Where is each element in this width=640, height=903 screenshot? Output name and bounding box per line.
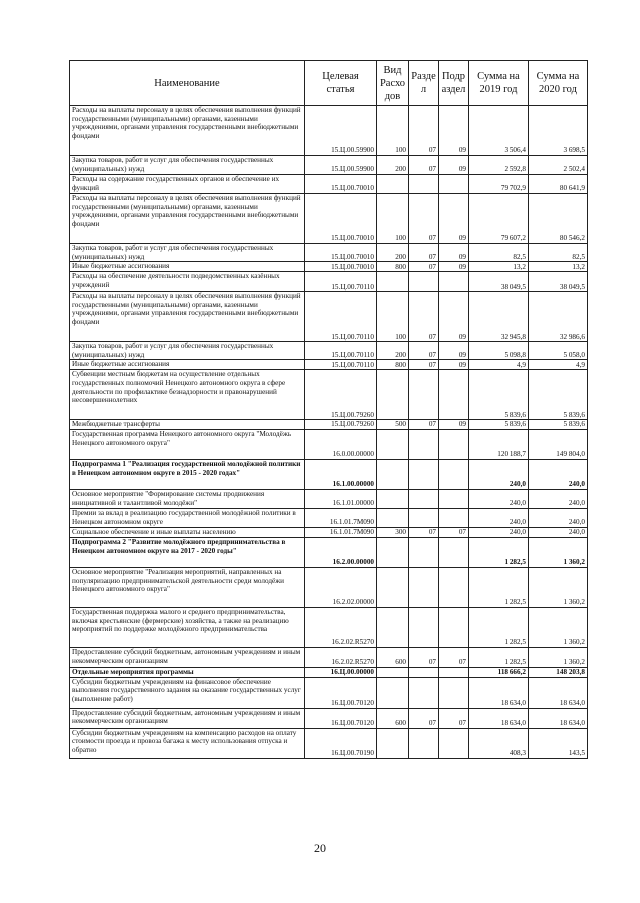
- row-target-article: 16.2.00.00000: [305, 537, 377, 567]
- row-sum-2019: 408,3: [469, 728, 529, 758]
- row-sum-2019: 240,0: [469, 527, 529, 537]
- row-subsection: [439, 728, 469, 758]
- table-row: [70, 489, 588, 508]
- row-sum-2020: 149 804,0: [529, 429, 588, 459]
- row-sum-2020: 5 839,6: [529, 370, 588, 420]
- table-row: [70, 567, 588, 607]
- row-expense-type: 100: [377, 194, 409, 244]
- row-target-article: 15.Ц.00.70110: [305, 342, 377, 360]
- row-sum-2020: 240,0: [529, 459, 588, 489]
- row-sum-2019: 82,5: [469, 244, 529, 262]
- row-subsection: 09: [439, 420, 469, 430]
- row-section: [409, 607, 439, 647]
- row-section: [409, 489, 439, 508]
- row-subsection: 07: [439, 647, 469, 667]
- table-row: [70, 175, 588, 194]
- row-expense-type: [377, 429, 409, 459]
- row-expense-type: 100: [377, 292, 409, 342]
- row-expense-type: [377, 537, 409, 567]
- header-section: Разде л: [409, 61, 439, 106]
- row-subsection: 09: [439, 244, 469, 262]
- page-number: 20: [314, 841, 326, 855]
- row-sum-2019: 13,2: [469, 262, 529, 272]
- row-subsection: [439, 459, 469, 489]
- row-subsection: 09: [439, 262, 469, 272]
- row-expense-type: [377, 728, 409, 758]
- header-sum-2020: Сумма на 2020 год: [529, 61, 588, 106]
- table-row: [70, 262, 588, 272]
- row-name: Государственная программа Ненецкого автономного округа "Молодёжь Ненецкого автономного округа": [70, 429, 305, 459]
- row-sum-2019: 5 098,8: [469, 342, 529, 360]
- row-target-article: 16.1.01.7М090: [305, 527, 377, 537]
- row-section: 07: [409, 647, 439, 667]
- row-sum-2020: 2 502,4: [529, 156, 588, 175]
- row-sum-2020: 4,9: [529, 360, 588, 370]
- row-section: [409, 370, 439, 420]
- row-name: Предоставление субсидий бюджетным, автономным учреждениям и иным некоммерческим организациям: [70, 708, 305, 728]
- row-expense-type: 500: [377, 420, 409, 430]
- row-target-article: 16.Ц.00.70120: [305, 708, 377, 728]
- row-name: Подпрограмма 2 "Развитие молодёжного предпринимательства в Ненецком автономном округе на 2017 - 2020 годы": [70, 537, 305, 567]
- row-subsection: [439, 508, 469, 527]
- row-expense-type: 200: [377, 156, 409, 175]
- row-section: [409, 429, 439, 459]
- row-sum-2020: 32 986,6: [529, 292, 588, 342]
- row-subsection: 09: [439, 360, 469, 370]
- table-row: [70, 370, 588, 420]
- row-expense-type: [377, 677, 409, 708]
- row-expense-type: 200: [377, 342, 409, 360]
- row-expense-type: 600: [377, 647, 409, 667]
- row-name: Межбюджетные трансферты: [70, 420, 305, 430]
- row-sum-2019: 5 839,6: [469, 420, 529, 430]
- row-subsection: 09: [439, 194, 469, 244]
- row-section: [409, 677, 439, 708]
- row-section: 07: [409, 262, 439, 272]
- row-section: 07: [409, 194, 439, 244]
- row-target-article: 16.2.02.00000: [305, 567, 377, 607]
- row-subsection: 09: [439, 156, 469, 175]
- table-row: [70, 156, 588, 175]
- row-subsection: 07: [439, 708, 469, 728]
- row-name: Расходы на выплаты персоналу в целях обеспечения выполнения функций государственными (муниципальными) органами, казенными учреждениями, органами управления государственными внебюджетными фондами: [70, 292, 305, 342]
- row-subsection: [439, 370, 469, 420]
- row-section: 07: [409, 106, 439, 156]
- row-expense-type: 600: [377, 708, 409, 728]
- row-section: [409, 667, 439, 677]
- row-section: [409, 567, 439, 607]
- header-row: [70, 61, 588, 106]
- row-subsection: [439, 677, 469, 708]
- row-section: 07: [409, 420, 439, 430]
- row-target-article: 15.Ц.00.79260: [305, 420, 377, 430]
- row-target-article: 15.Ц.00.70010: [305, 194, 377, 244]
- row-sum-2019: 4,9: [469, 360, 529, 370]
- table-row: [70, 677, 588, 708]
- row-sum-2020: 82,5: [529, 244, 588, 262]
- row-sum-2020: 18 634,0: [529, 677, 588, 708]
- row-target-article: 16.Ц.00.70190: [305, 728, 377, 758]
- row-sum-2020: 143,5: [529, 728, 588, 758]
- row-target-article: 16.0.00.00000: [305, 429, 377, 459]
- row-sum-2019: 18 634,0: [469, 677, 529, 708]
- row-sum-2020: 38 049,5: [529, 272, 588, 292]
- row-sum-2020: 1 360,2: [529, 567, 588, 607]
- row-subsection: [439, 567, 469, 607]
- row-target-article: 16.Ц.00.70120: [305, 677, 377, 708]
- row-expense-type: 100: [377, 106, 409, 156]
- row-name: Субсидии бюджетным учреждениям на финансовое обеспечение выполнения государственного задания на оказание государственных услуг (выполнение работ): [70, 677, 305, 708]
- table-row: [70, 244, 588, 262]
- row-section: 07: [409, 342, 439, 360]
- budget-table: [69, 60, 588, 759]
- row-section: 07: [409, 527, 439, 537]
- row-subsection: [439, 607, 469, 647]
- row-expense-type: [377, 667, 409, 677]
- row-sum-2019: 118 666,2: [469, 667, 529, 677]
- row-expense-type: [377, 370, 409, 420]
- row-sum-2019: 240,0: [469, 489, 529, 508]
- row-expense-type: [377, 567, 409, 607]
- table-row: [70, 647, 588, 667]
- row-name: Предоставление субсидий бюджетным, автономным учреждениям и иным некоммерческим организациям: [70, 647, 305, 667]
- row-target-article: 15.Ц.00.70010: [305, 175, 377, 194]
- header-subsection: Подр аздел: [439, 61, 469, 106]
- row-target-article: 16.2.02.R5270: [305, 607, 377, 647]
- row-subsection: 09: [439, 106, 469, 156]
- header-name: Наименование: [70, 61, 305, 106]
- table-row: [70, 106, 588, 156]
- row-sum-2020: 240,0: [529, 508, 588, 527]
- row-section: 07: [409, 360, 439, 370]
- row-name: Расходы на выплаты персоналу в целях обеспечения выполнения функций государственными (муниципальными) органами, казенными учреждениями, органами управления государственными внебюджетными фондами: [70, 106, 305, 156]
- row-section: 07: [409, 244, 439, 262]
- row-target-article: 15.Ц.00.59900: [305, 106, 377, 156]
- row-target-article: 15.Ц.00.70010: [305, 244, 377, 262]
- row-expense-type: [377, 607, 409, 647]
- row-expense-type: 800: [377, 360, 409, 370]
- row-section: [409, 508, 439, 527]
- row-sum-2020: 80 546,2: [529, 194, 588, 244]
- row-name: Государственная поддержка малого и среднего предпринимательства, включая крестьянские (фермерские) хозяйства, а также на реализацию мероприятий по поддержке молодёжного предпринимательства: [70, 607, 305, 647]
- row-sum-2020: 5 058,0: [529, 342, 588, 360]
- table-row: [70, 527, 588, 537]
- row-sum-2020: 18 634,0: [529, 708, 588, 728]
- table-row: [70, 342, 588, 360]
- row-expense-type: [377, 272, 409, 292]
- row-section: [409, 537, 439, 567]
- table-row: [70, 360, 588, 370]
- row-subsection: [439, 489, 469, 508]
- row-sum-2019: 79 607,2: [469, 194, 529, 244]
- row-target-article: 16.1.01.00000: [305, 489, 377, 508]
- row-sum-2019: 1 282,5: [469, 647, 529, 667]
- row-target-article: 15.Ц.00.79260: [305, 370, 377, 420]
- row-target-article: 15.Ц.00.59900: [305, 156, 377, 175]
- row-section: 07: [409, 292, 439, 342]
- row-target-article: 15.Ц.00.70110: [305, 360, 377, 370]
- row-sum-2020: 3 698,5: [529, 106, 588, 156]
- row-expense-type: 300: [377, 527, 409, 537]
- row-sum-2020: 240,0: [529, 527, 588, 537]
- row-sum-2019: 32 945,8: [469, 292, 529, 342]
- row-name: Иные бюджетные ассигнования: [70, 262, 305, 272]
- row-target-article: 15.Ц.00.70110: [305, 292, 377, 342]
- row-sum-2019: 120 188,7: [469, 429, 529, 459]
- row-section: [409, 728, 439, 758]
- header-sum-2019: Сумма на 2019 год: [469, 61, 529, 106]
- row-name: Закупка товаров, работ и услуг для обеспечения государственных (муниципальных) нужд: [70, 244, 305, 262]
- row-sum-2020: 1 360,2: [529, 647, 588, 667]
- table-row: [70, 429, 588, 459]
- row-target-article: 16.2.02.R5270: [305, 647, 377, 667]
- row-section: [409, 175, 439, 194]
- row-expense-type: [377, 489, 409, 508]
- row-sum-2020: 80 641,9: [529, 175, 588, 194]
- table-row: [70, 667, 588, 677]
- row-name: Социальное обеспечение и иные выплаты населению: [70, 527, 305, 537]
- row-name: Премии за вклад в реализацию государственной молодёжной политики в Ненецком автономном округе: [70, 508, 305, 527]
- table-row: [70, 459, 588, 489]
- row-subsection: 09: [439, 342, 469, 360]
- row-target-article: 16.1.00.00000: [305, 459, 377, 489]
- row-name: Основное мероприятие "Формирование системы продвижения инициативной и талантливой молодёжи": [70, 489, 305, 508]
- row-sum-2019: 1 282,5: [469, 537, 529, 567]
- row-name: Закупка товаров, работ и услуг для обеспечения государственных (муниципальных) нужд: [70, 156, 305, 175]
- row-name: Субсидии бюджетным учреждениям на компенсацию расходов на оплату стоимости проезда и провоза багажа к месту использования отпуска и обратно: [70, 728, 305, 758]
- row-target-article: 16.Ц.00.00000: [305, 667, 377, 677]
- row-expense-type: 800: [377, 262, 409, 272]
- table-row: [70, 508, 588, 527]
- row-name: Иные бюджетные ассигнования: [70, 360, 305, 370]
- row-subsection: [439, 537, 469, 567]
- table-row: [70, 607, 588, 647]
- table-row: [70, 708, 588, 728]
- row-sum-2020: 148 203,8: [529, 667, 588, 677]
- row-expense-type: [377, 175, 409, 194]
- row-sum-2019: 18 634,0: [469, 708, 529, 728]
- row-expense-type: 200: [377, 244, 409, 262]
- row-name: Закупка товаров, работ и услуг для обеспечения государственных (муниципальных) нужд: [70, 342, 305, 360]
- row-expense-type: [377, 508, 409, 527]
- row-subsection: [439, 272, 469, 292]
- row-name: Субвенции местным бюджетам на осуществление отдельных государственных полномочий Ненецкого автономного округа в сфере деятельности по профилактике безнадзорности и правонарушений несовершеннолетних: [70, 370, 305, 420]
- row-sum-2020: 240,0: [529, 489, 588, 508]
- row-sum-2019: 5 839,6: [469, 370, 529, 420]
- row-section: 07: [409, 156, 439, 175]
- row-sum-2020: 13,2: [529, 262, 588, 272]
- row-sum-2019: 1 282,5: [469, 607, 529, 647]
- row-target-article: 16.1.01.7М090: [305, 508, 377, 527]
- row-sum-2020: 1 360,2: [529, 537, 588, 567]
- row-name: Основное мероприятие "Реализация мероприятий, направленных на популяризацию предпринимательской деятельности среди молодёжи Ненецкого автономного округа": [70, 567, 305, 607]
- row-subsection: [439, 667, 469, 677]
- table-row: [70, 728, 588, 758]
- row-sum-2019: 79 702,9: [469, 175, 529, 194]
- row-name: Расходы на содержание государственных органов и обеспечение их функций: [70, 175, 305, 194]
- row-section: [409, 272, 439, 292]
- row-section: 07: [409, 708, 439, 728]
- row-sum-2020: 5 839,6: [529, 420, 588, 430]
- row-target-article: 15.Ц.00.70110: [305, 272, 377, 292]
- row-sum-2019: 1 282,5: [469, 567, 529, 607]
- row-section: [409, 459, 439, 489]
- row-sum-2020: 1 360,2: [529, 607, 588, 647]
- table-row: [70, 420, 588, 430]
- row-name: Подпрограмма 1 "Реализация государственной молодёжной политики в Ненецком автономном округе в 2015 - 2020 годах": [70, 459, 305, 489]
- row-name: Расходы на обеспечение деятельности подведомственных казённых учреждений: [70, 272, 305, 292]
- table-row: [70, 272, 588, 292]
- row-subsection: 07: [439, 527, 469, 537]
- row-subsection: 09: [439, 292, 469, 342]
- row-subsection: [439, 429, 469, 459]
- row-target-article: 15.Ц.00.70010: [305, 262, 377, 272]
- row-sum-2019: 3 506,4: [469, 106, 529, 156]
- row-name: Расходы на выплаты персоналу в целях обеспечения выполнения функций государственными (муниципальными) органами, казенными учреждениями, органами управления государственными внебюджетными фондами: [70, 194, 305, 244]
- row-sum-2019: 240,0: [469, 508, 529, 527]
- table-row: [70, 292, 588, 342]
- table-row: [70, 537, 588, 567]
- row-sum-2019: 240,0: [469, 459, 529, 489]
- row-expense-type: [377, 459, 409, 489]
- header-target-article: Целевая статья: [305, 61, 377, 106]
- row-subsection: [439, 175, 469, 194]
- table-row: [70, 194, 588, 244]
- row-name: Отдельные мероприятия программы: [70, 667, 305, 677]
- row-sum-2019: 38 049,5: [469, 272, 529, 292]
- header-expense-type: Вид Расхо дов: [377, 61, 409, 106]
- row-sum-2019: 2 592,8: [469, 156, 529, 175]
